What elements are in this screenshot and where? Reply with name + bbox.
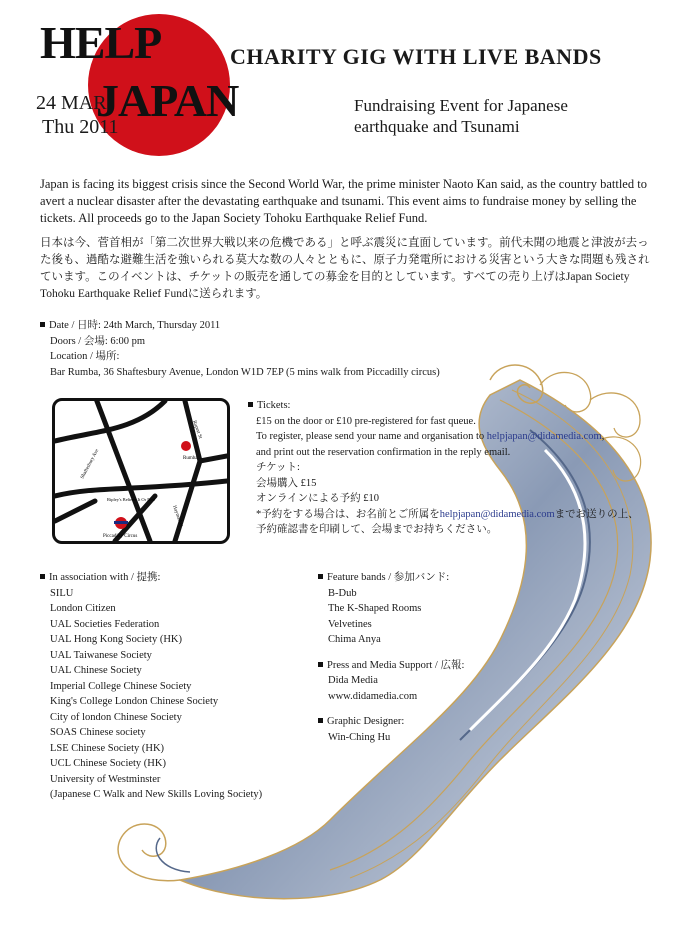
list-item: SILU: [50, 587, 74, 599]
tickets-label: Tickets:: [257, 400, 291, 411]
location-map: [52, 398, 230, 544]
bullet: [318, 718, 323, 723]
tickets-register: To register, please send your name and organisation to helpjapan@didamedia.com,: [256, 431, 605, 442]
association-label: In association with / 提携:: [49, 572, 161, 583]
bullet: [40, 574, 45, 579]
list-item: SOAS Chinese society: [50, 727, 146, 738]
press-label: Press and Media Support / 広報:: [327, 659, 465, 671]
tickets-jp-door: 会場購入 £15: [256, 477, 317, 489]
list-item: (Japanese C Walk and New Skills Loving Society): [50, 789, 263, 800]
band-item: B-Dub: [328, 587, 357, 599]
designer-name: Win-Ching Hu: [328, 731, 391, 743]
list-item: UAL Taiwanese Society: [50, 649, 152, 661]
doors-line: Doors / 会場: 6:00 pm: [50, 335, 146, 347]
tickets-jp-online: オンラインによる予約 £10: [256, 493, 380, 504]
tickets-section: [248, 398, 648, 538]
email-link-jp[interactable]: helpjapan@didamedia.com: [439, 508, 555, 520]
map-label-ripleys: Ripley's Believe It Or Not!: [107, 497, 156, 502]
map-drawing: [55, 401, 227, 541]
list-item: King's College London Chinese Society: [50, 696, 219, 707]
event-date-day: 24 MAR: [36, 92, 107, 114]
bullet: [40, 322, 45, 327]
tickets-price: £15 on the door or £10 pre-registered for fast queue.: [256, 415, 476, 427]
list-item: UCL Chinese Society (HK): [50, 758, 166, 769]
band-item: Velvetines: [328, 618, 372, 630]
map-label-shaftesbury: Shaftesbury Ave: [80, 448, 101, 480]
bullet: [248, 402, 253, 407]
bullet: [318, 574, 323, 579]
tickets-jp-label: チケット:: [256, 462, 300, 473]
tickets-jp-note: *予約をする場合は、お名前とご所属をhelpjapan@didamedia.comまでお送りの上、: [256, 508, 639, 520]
location-label: Location / 場所:: [50, 351, 120, 362]
title-help: HELP: [40, 17, 162, 68]
event-date-year: Thu 2011: [42, 116, 119, 138]
press-name: Dida Media: [328, 675, 378, 686]
map-label-haymarket: Haymarket: [171, 504, 184, 528]
list-item: University of Westminster: [50, 773, 161, 785]
list-item: UAL Hong Kong Society (HK): [50, 634, 183, 645]
title-japan: JAPAN: [96, 75, 239, 126]
list-item: City of london Chinese Society: [50, 711, 182, 723]
bullet: [318, 662, 323, 667]
location-address: Bar Rumba, 36 Shaftesbury Avenue, London W1D 7EP (5 mins walk from Piccadilly circus): [50, 366, 440, 378]
press-url-link[interactable]: www.didamedia.com: [328, 690, 418, 702]
designer-label: Graphic Designer:: [327, 716, 405, 727]
map-label-piccadilly: Piccadilly Circus: [103, 534, 138, 539]
map-label-rupert: Rupert St: [191, 419, 203, 440]
credits-section: [318, 570, 518, 745]
list-item: LSE Chinese Society (HK): [50, 742, 165, 754]
list-item: UAL Societies Federation: [50, 618, 160, 630]
bands-label: Feature bands / 参加バンド:: [327, 572, 450, 583]
tickets-print: and print out the reservation confirmation in the reply email.: [256, 446, 511, 458]
fundraising-heading: Fundraising Event for Japanese earthquake and Tsunami: [354, 96, 568, 136]
list-item: UAL Chinese Society: [50, 665, 142, 676]
event-subtitle: CHARITY GIG WITH LIVE BANDS: [230, 44, 602, 69]
tickets-jp-note-2: 予約確認書を印刷して、会場までお持ちください。: [256, 524, 498, 535]
list-item: Imperial College Chinese Society: [50, 680, 192, 692]
list-item: London Citizen: [50, 603, 116, 614]
email-link[interactable]: helpjapan@didamedia.com: [486, 431, 602, 442]
band-item: Chima Anya: [328, 634, 381, 645]
association-section: [40, 570, 300, 803]
event-details: [40, 318, 500, 380]
intro-japanese: 日本は今、菅首相が「第二次世界大戦以来の危機である」と呼ぶ震災に直面しています。前代未聞の地震と津波が去った後も、過酷な避難生活を強いられる莫大な数の人々とともに、原子力発電所における災害という大きな問題も残されています。このイベントは、チケットの販売を通しての募金を目的としています。すべての売り上げはJapan Society Tohoku Earthquake Relief Fundに送られます。: [40, 237, 650, 300]
date-line: Date / 日時: 24th March, Thursday 2011: [49, 320, 221, 331]
map-label-rumba: Rumba: [183, 456, 198, 461]
intro-english: Japan is facing its biggest crisis since the Second World War, the prime minister Naoto Kan said, as the country battled to avert a nuclear disaster after the devastating earthquake and tsunami. This event aims to fundraise money by selling the tickets. All proceeds go to the Japan Society Tohoku Earthquake Relief Fund.: [40, 177, 647, 225]
band-item: The K-Shaped Rooms: [328, 603, 422, 614]
